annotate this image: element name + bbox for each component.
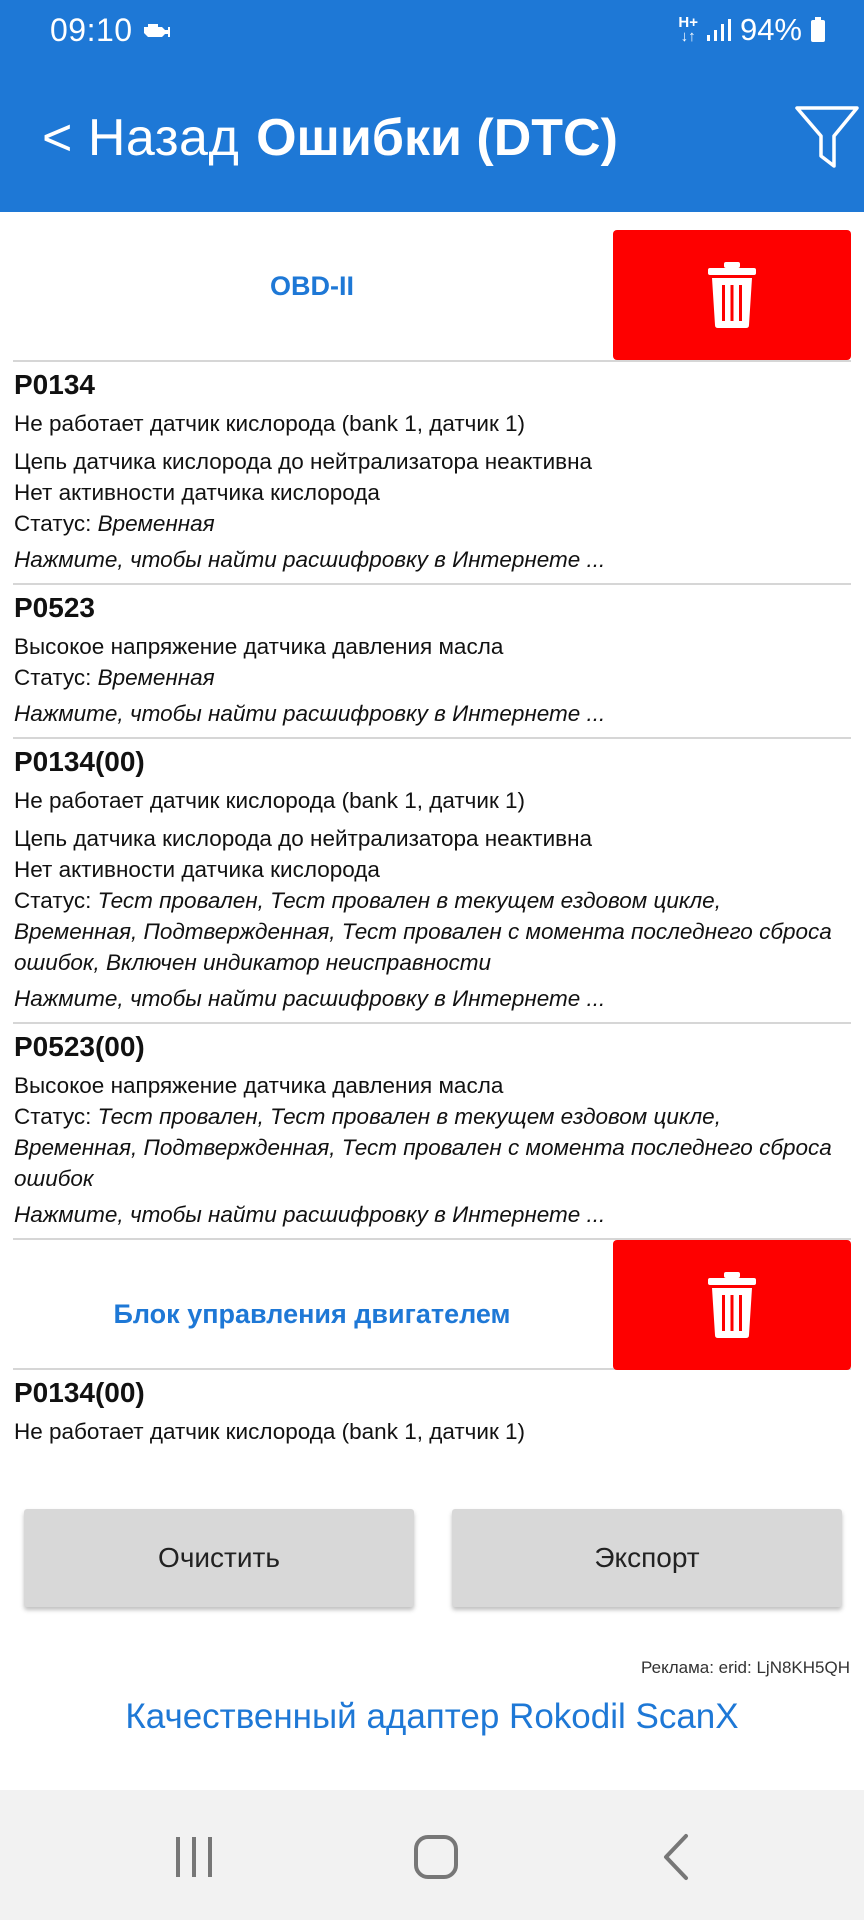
search-online-link[interactable]: Нажмите, чтобы найти расшифровку в Интернете ... <box>14 1202 606 1227</box>
group-header-obd2 <box>0 212 864 360</box>
dtc-status <box>14 885 850 978</box>
search-online-link[interactable]: Нажмите, чтобы найти расшифровку в Интернете ... <box>14 986 606 1011</box>
status-label: Статус: <box>14 888 92 913</box>
delete-group-button[interactable] <box>613 1240 851 1370</box>
status-label: Статус: <box>14 1104 92 1129</box>
dtc-detail: Нет активности датчика кислорода <box>14 480 380 505</box>
dtc-list[interactable] <box>0 212 864 1474</box>
ad-label: Реклама: erid: LjN8KH5QH <box>641 1658 850 1677</box>
dtc-item[interactable] <box>0 1024 864 1238</box>
home-icon[interactable] <box>406 1832 466 1882</box>
trash-icon <box>707 261 757 329</box>
network-type-icon: H+ ↓↑ <box>678 14 698 45</box>
group-title: OBD-II <box>270 270 354 301</box>
status-label: Статус: <box>14 665 92 690</box>
ad-link[interactable]: Качественный адаптер Rokodil ScanX <box>125 1697 739 1736</box>
filter-icon[interactable] <box>794 102 860 172</box>
dtc-status <box>14 508 850 539</box>
back-button[interactable]: < Назад <box>42 109 240 167</box>
status-time: 09:10 <box>50 12 133 48</box>
dtc-item[interactable] <box>0 362 864 583</box>
dtc-code: P0134(00) <box>14 746 145 777</box>
status-value: Временная <box>97 665 215 690</box>
status-value: Тест провален, Тест провален в текущем ездовом цикле, Временная, Подтвержденная, Тест провален с момента последнего сброса ошибок, Включен индикатор неисправности <box>14 888 832 975</box>
dtc-status <box>14 1101 850 1194</box>
dtc-code: P0134 <box>14 369 95 400</box>
dtc-status <box>14 662 850 693</box>
status-value: Тест провален, Тест провален в текущем ездовом цикле, Временная, Подтвержденная, Тест провален с момента последнего сброса ошибок <box>14 1104 832 1191</box>
group-title: Блок управления двигателем <box>113 1298 511 1329</box>
app-bar <box>0 0 864 212</box>
dtc-description: Не работает датчик кислорода (bank 1, датчик 1) <box>14 788 526 813</box>
delete-group-button[interactable] <box>613 230 851 360</box>
battery-icon <box>810 17 826 43</box>
dtc-description: Высокое напряжение датчика давления масла <box>14 1073 504 1098</box>
dtc-code: P0523 <box>14 592 95 623</box>
dtc-detail: Цепь датчика кислорода до нейтрализатора неактивна <box>14 826 593 851</box>
status-bar <box>0 0 864 62</box>
status-indicators <box>678 12 826 48</box>
battery-percent: 94% <box>739 12 802 47</box>
dtc-description: Не работает датчик кислорода (bank 1, датчик 1) <box>14 1419 526 1444</box>
dtc-item[interactable] <box>0 739 864 1022</box>
check-engine-icon <box>140 18 172 44</box>
signal-icon <box>706 18 732 42</box>
dtc-item[interactable] <box>0 585 864 737</box>
page-title: Ошибки (DTC) <box>256 109 618 167</box>
recent-apps-icon[interactable] <box>164 1832 224 1882</box>
trash-icon <box>707 1271 757 1339</box>
search-online-link[interactable]: Нажмите, чтобы найти расшифровку в Интернете ... <box>14 547 606 572</box>
search-online-link[interactable]: Нажмите, чтобы найти расшифровку в Интернете ... <box>14 701 606 726</box>
dtc-detail: Цепь датчика кислорода до нейтрализатора неактивна <box>14 449 593 474</box>
dtc-code: P0134(00) <box>14 1377 145 1408</box>
group-header-ecu <box>0 1240 864 1388</box>
export-button[interactable]: Экспорт <box>452 1509 842 1607</box>
status-value: Временная <box>97 511 215 536</box>
list-clip <box>0 1448 864 1474</box>
dtc-code: P0523(00) <box>14 1031 145 1062</box>
system-nav-bar <box>0 1790 864 1920</box>
clear-button[interactable]: Очистить <box>24 1509 414 1607</box>
dtc-description: Высокое напряжение датчика давления масла <box>14 634 504 659</box>
dtc-detail: Нет активности датчика кислорода <box>14 857 380 882</box>
status-label: Статус: <box>14 511 92 536</box>
dtc-description: Не работает датчик кислорода (bank 1, датчик 1) <box>14 411 526 436</box>
back-nav-icon[interactable] <box>648 1832 708 1882</box>
